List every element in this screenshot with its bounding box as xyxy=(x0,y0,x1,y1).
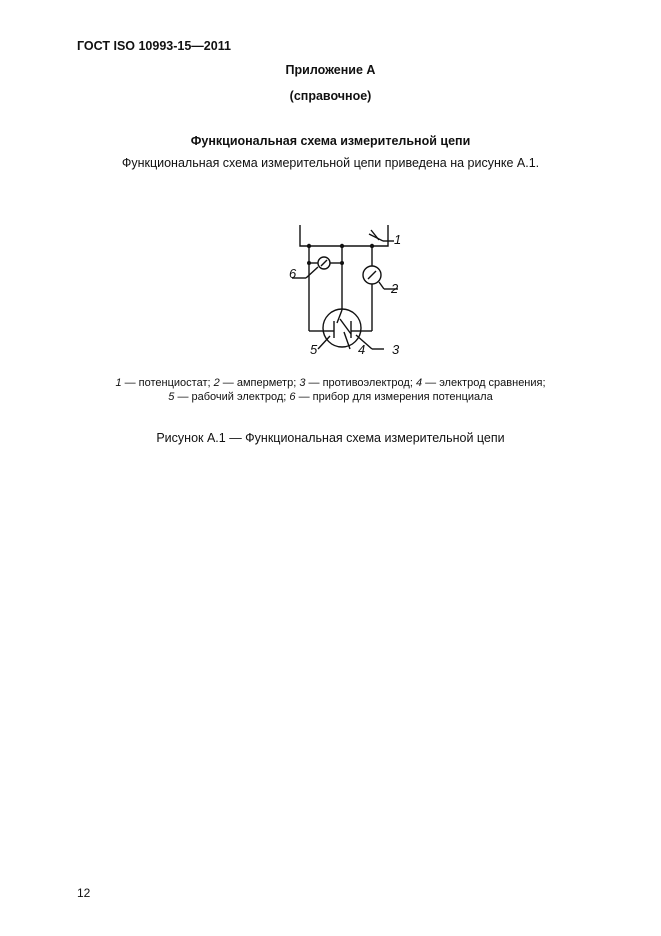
label-1: 1 xyxy=(394,232,402,247)
annex-status: (справочное) xyxy=(289,89,372,103)
label-4: 4 xyxy=(358,342,366,357)
legend-text: — противоэлектрод; xyxy=(305,377,416,389)
junction-dot xyxy=(340,261,344,265)
label-5: 5 xyxy=(310,342,318,357)
label-3: 3 xyxy=(392,342,400,357)
legend-line xyxy=(0,390,661,404)
legend-text: — прибор для измерения потенциала xyxy=(295,391,493,403)
legend-num: 4 xyxy=(415,377,423,389)
junction-dot xyxy=(307,261,311,265)
label-2: 2 xyxy=(391,281,399,296)
leader-5 xyxy=(318,336,330,349)
figure-caption: Рисунок А.1 — Функциональная схема измерительной цепи xyxy=(156,431,505,445)
figure-legend xyxy=(0,376,661,404)
legend-text: — потенциостат; xyxy=(121,377,214,389)
leader-2 xyxy=(379,282,384,289)
legend-num: 5 xyxy=(168,391,175,403)
terminal-dot xyxy=(370,244,374,248)
voltmeter-needle xyxy=(321,260,327,266)
legend-num: 3 xyxy=(299,377,306,389)
reference-electrode-arrow xyxy=(340,319,351,334)
section-title: Функциональная схема измерительной цепи xyxy=(190,134,471,148)
legend-num: 6 xyxy=(289,391,296,403)
cell-circle xyxy=(323,309,361,347)
legend-text: — рабочий электрод; xyxy=(174,391,290,403)
ammeter-needle xyxy=(368,271,376,279)
terminal-dot xyxy=(307,244,311,248)
legend-num: 1 xyxy=(115,377,122,389)
legend-text: — электрод сравнения; xyxy=(422,377,546,389)
legend-line xyxy=(0,376,661,390)
label-6: 6 xyxy=(289,266,297,281)
leader-6 xyxy=(306,267,318,278)
legend-num: 2 xyxy=(213,377,220,389)
document-header: ГОСТ ISO 10993-15—2011 xyxy=(77,39,231,53)
terminal-dot xyxy=(340,244,344,248)
page-number: 12 xyxy=(77,886,91,900)
potentiostat-tick xyxy=(369,234,383,241)
measurement-circuit-diagram xyxy=(280,222,410,357)
annex-title: Приложение А xyxy=(285,63,376,77)
intro-paragraph: Функциональная схема измерительной цепи приведена на рисунке А.1. xyxy=(121,156,540,170)
legend-text: — амперметр; xyxy=(219,377,300,389)
